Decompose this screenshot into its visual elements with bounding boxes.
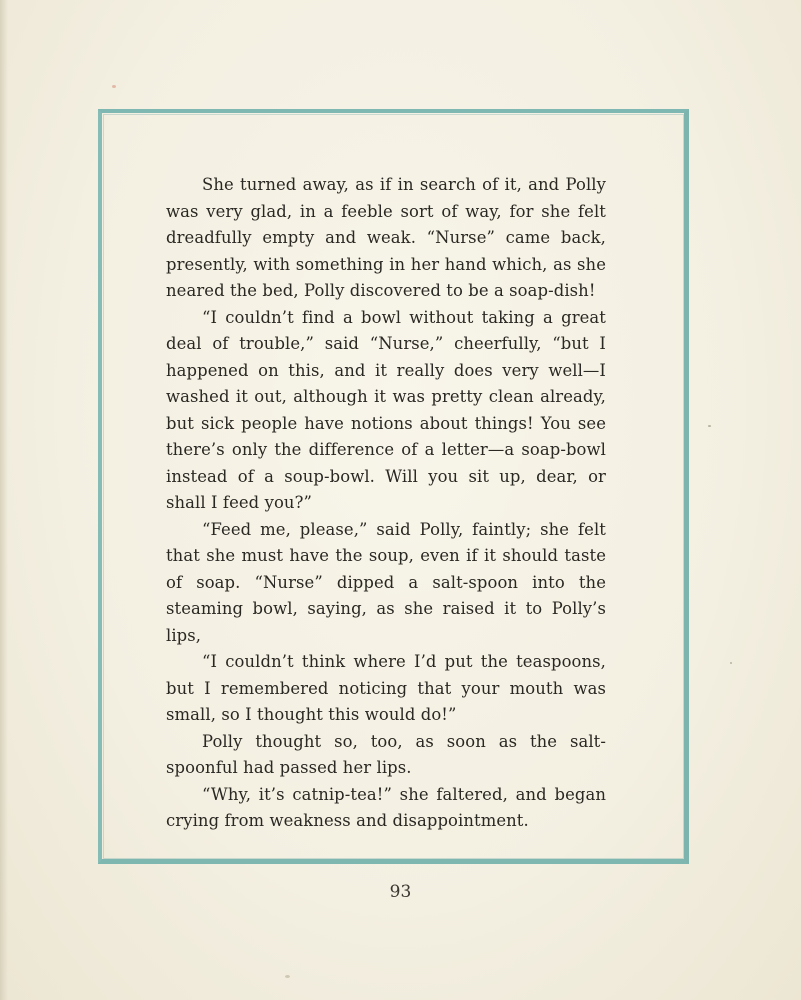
- paper-speck: [285, 975, 290, 978]
- paper-speck: [708, 425, 711, 427]
- paragraph: “I couldn’t think where I’d put the teaspoons, but I remembered noticing that your mouth was small, so I thought this would do!”: [166, 652, 606, 724]
- paper-speck: [112, 85, 116, 88]
- body-text: [166, 172, 606, 835]
- paper-speck: [730, 662, 732, 664]
- paragraph: “Why, it’s catnip-tea!” she faltered, and began crying from weakness and disappointment.: [166, 784, 606, 830]
- paragraph: Polly thought so, too, as soon as the salt-spoonful had passed her lips.: [166, 731, 606, 777]
- binding-edge: [0, 0, 8, 1000]
- paragraph: “I couldn’t find a bowl without taking a great deal of trouble,” said “Nurse,” cheerfully, “but I happened on this, and it really does very well—I washed it out, although it was pretty clean already, but sick people have notions about things! You see there’s only the difference of a letter—a soap-bowl instead of a soup-bowl. Will you sit up, dear, or shall I feed you?”: [166, 307, 606, 512]
- page-number: 93: [389, 882, 412, 902]
- paragraph: She turned away, as if in search of it, and Polly was very glad, in a feeble sort of way, for she felt dreadfully empty and weak. “Nurse” came back, presently, with something in her hand which, as she neared the bed, Polly discovered to be a soap-dish!: [166, 175, 606, 300]
- paragraph: “Feed me, please,” said Polly, faintly; she felt that she must have the soup, even if it should taste of soap. “Nurse” dipped a salt-spoon into the steaming bowl, saying, as she raised it to Polly’s lips,: [166, 519, 606, 645]
